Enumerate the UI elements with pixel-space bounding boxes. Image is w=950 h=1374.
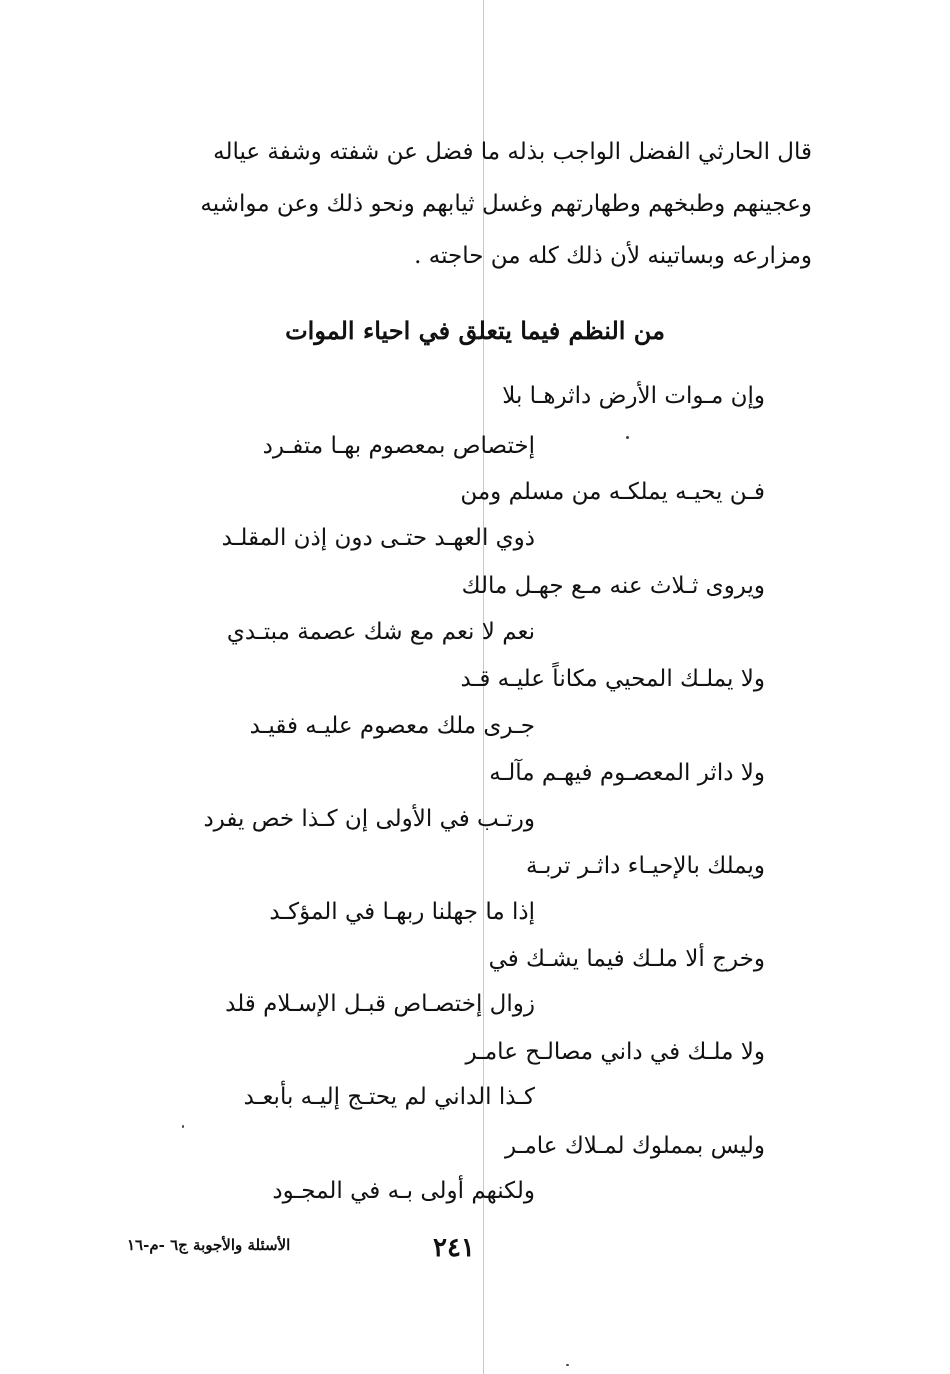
- prose-line: قال الحارثي الفضل الواجب بذله ما فضل عن شفته وشفة عياله: [213, 139, 812, 165]
- verse-first-hemistich: ولا ملـك في داني مصالـح عامـر: [465, 1039, 765, 1065]
- verse-first-hemistich: ولا داثر المعصـوم فيهـم مآلـه: [489, 760, 765, 786]
- verse-first-hemistich: وخرج ألا ملـك فيما يشـك في: [488, 946, 765, 972]
- prose-paragraph: [112, 126, 812, 282]
- verse-first-hemistich: ولا يملـك المحيي مكاناً عليـه قـد: [460, 666, 765, 692]
- verse-first-hemistich: فـن يحيـه يملكـه من مسلم ومن: [460, 479, 765, 505]
- verse-second-hemistich: نعم لا نعم مع شك عصمة مبتـدي: [226, 619, 535, 645]
- page-number: ٢٤١: [433, 1233, 475, 1263]
- scan-speck: [566, 1364, 569, 1366]
- verse-second-hemistich: كـذا الداني لم يحتـج إليـه بأبعـد: [243, 1084, 535, 1110]
- verse-second-hemistich: إذا ما جهلنا ربهـا في المؤكـد: [269, 899, 535, 925]
- book-reference: الأسئلة والأجوبة ج٦ -م-١٦: [127, 1236, 291, 1254]
- verse-second-hemistich: جـرى ملك معصوم عليـه فقيـد: [249, 713, 535, 739]
- scan-speck: [626, 436, 629, 439]
- scan-speck: [182, 1125, 184, 1128]
- verse-first-hemistich: وليس بمملوك لمـلاك عامـر: [505, 1133, 765, 1159]
- verse-second-hemistich: ولكنهم أولى بـه في المجـود: [272, 1178, 535, 1204]
- verse-first-hemistich: ويروى ثـلاث عنه مـع جهـل مالك: [461, 573, 765, 599]
- section-heading: من النظم فيما يتعلق في احياء الموات: [285, 316, 665, 345]
- verse-first-hemistich: وإن مـوات الأرض داثرهـا بلا: [502, 383, 765, 409]
- verse-second-hemistich: ذوي العهـد حتـى دون إذن المقلـد: [221, 525, 535, 551]
- verse-second-hemistich: زوال إختصـاص قبـل الإسـلام قلد: [225, 991, 535, 1017]
- prose-line: وعجينهم وطبخهم وطهارتهم وغسل ثيابهم ونحو ذلك وعن مواشيه: [200, 191, 812, 217]
- verse-first-hemistich: ويملك بالإحيـاء داثـر تربـة: [525, 853, 765, 879]
- prose-line: ومزارعه وبساتينه لأن ذلك كله من حاجته .: [414, 243, 812, 269]
- verse-second-hemistich: إختصاص بمعصوم بهـا متفـرد: [262, 433, 535, 459]
- verse-second-hemistich: ورتـب في الأولى إن كـذا خص يفرد: [203, 806, 535, 832]
